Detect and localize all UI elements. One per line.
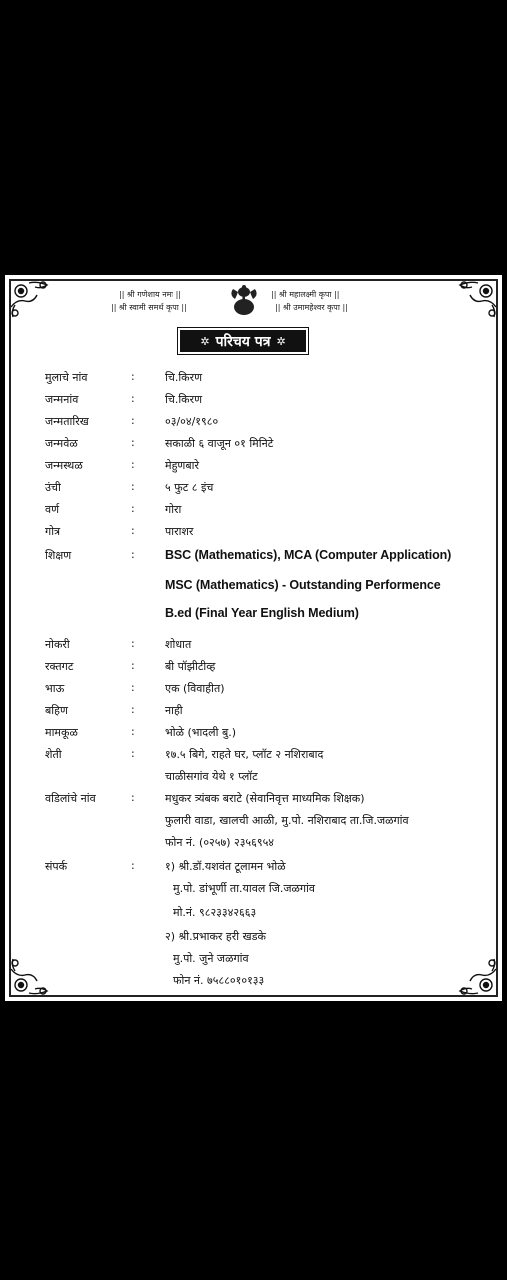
blessing-swami-samarth: || श्री स्वामी समर्थ कृपा || [111, 303, 187, 312]
colon: : [131, 637, 135, 650]
field-value: सकाळी ६ वाजून ०१ मिनिटे [165, 437, 274, 450]
contact-line: मु.पो. डांभूर्णी ता.यावल जि.जळगांव [173, 882, 316, 895]
floral-corner-ornament-icon [7, 277, 57, 327]
field-value: मेहुणबारे [165, 459, 200, 472]
field-value: भोळे (भादली बु.) [165, 726, 237, 739]
colon: : [131, 659, 135, 672]
father-line: मधुकर त्र्यंबक बराटे (सेवानिवृत्त माध्यमिक शिक्षक) [165, 792, 365, 805]
blessing-ganesh: || श्री गणेशाय नमः || [119, 290, 181, 299]
field-label: रक्तगट [45, 660, 74, 673]
colon: : [131, 703, 135, 716]
father-line: फोन नं. (०२५७) २३५६९५४ [165, 836, 275, 849]
field-label: वर्ण [45, 503, 60, 516]
farm-line: चाळीसगांव येथे १ प्लॉट [165, 770, 258, 783]
field-value: बी पॉझीटीव्ह [165, 660, 216, 673]
colon: : [131, 859, 135, 872]
field-value: ५ फुट ८ इंच [165, 481, 214, 494]
field-label: भाऊ [45, 682, 65, 695]
father-line: फुलारी वाडा, खालची आळी, मु.पो. नशिराबाद ता.जि.जळगांव [165, 814, 409, 827]
field-label: वडिलांचे नांव [45, 792, 96, 805]
field-label: संपर्क [45, 860, 68, 873]
education-line: B.ed (Final Year English Medium) [165, 606, 359, 620]
field-value: गोरा [165, 503, 182, 516]
field-value: चि.किरण [165, 371, 203, 384]
contact-line: मु.पो. जुने जळगांव [173, 952, 249, 965]
field-label: मामकूळ [45, 726, 78, 739]
colon: : [131, 791, 135, 804]
colon: : [131, 414, 135, 427]
floral-corner-ornament-icon [7, 949, 57, 999]
field-label: नोकरी [45, 638, 70, 651]
star-icon: ✲ [276, 334, 286, 348]
colon: : [131, 747, 135, 760]
contact-line: १) श्री.डॉ.यशवंत टूलामन भोळे [165, 860, 286, 873]
field-label: मुलाचे नांव [45, 371, 88, 384]
field-label: बहिण [45, 704, 68, 717]
blessing-mahalakshmi: || श्री महालक्ष्मी कृपा || [271, 290, 340, 299]
biodata-sheet [5, 275, 502, 1001]
ganesh-icon [227, 283, 261, 317]
field-label: उंची [45, 481, 61, 494]
colon: : [131, 436, 135, 449]
colon: : [131, 502, 135, 515]
field-label: शेती [45, 748, 62, 761]
contact-line: फोन नं. ७५८८०१०१३३ [173, 974, 265, 987]
field-value: एक (विवाहीत) [165, 682, 225, 695]
field-label: जन्मनांव [45, 393, 79, 406]
field-value: ०३/०४/१९८० [165, 415, 219, 428]
field-label: शिक्षण [45, 549, 72, 562]
colon: : [131, 370, 135, 383]
contact-line: २) श्री.प्रभाकर हरी खडके [165, 930, 266, 943]
field-value: चि.किरण [165, 393, 203, 406]
floral-corner-ornament-icon [450, 949, 500, 999]
field-label: जन्मस्थळ [45, 459, 83, 472]
field-value: पाराशर [165, 525, 194, 538]
colon: : [131, 524, 135, 537]
field-value: शोधात [165, 638, 192, 651]
colon: : [131, 725, 135, 738]
education-line: MSC (Mathematics) - Outstanding Performence [165, 578, 441, 592]
page-title [178, 328, 308, 354]
blessing-umamaheshwar: || श्री उमामहेश्वर कृपा || [275, 303, 348, 312]
colon: : [131, 458, 135, 471]
title-text: परिचय पत्र [215, 333, 271, 350]
field-value: नाही [165, 704, 183, 717]
colon: : [131, 480, 135, 493]
farm-line: १७.५ बिगे, राहते घर, प्लॉट २ नशिराबाद [165, 748, 324, 761]
star-icon: ✲ [200, 334, 210, 348]
field-label: जन्मवेळ [45, 437, 78, 450]
colon: : [131, 392, 135, 405]
education-line: BSC (Mathematics), MCA (Computer Application) [165, 548, 452, 562]
field-label: गोत्र [45, 525, 61, 538]
field-label: जन्मतारिख [45, 415, 89, 428]
colon: : [131, 681, 135, 694]
colon: : [131, 548, 135, 561]
contact-line: मो.नं. ९८२३३४२६६३ [173, 906, 257, 919]
floral-corner-ornament-icon [450, 277, 500, 327]
